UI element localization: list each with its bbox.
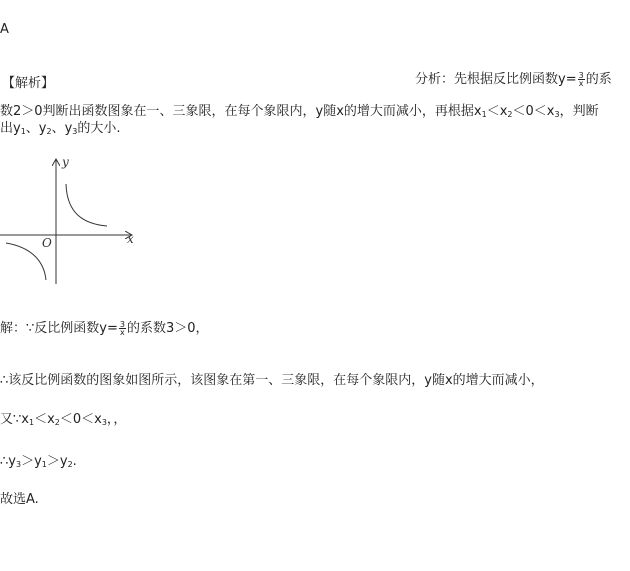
hyperbola-graph <box>0 152 140 287</box>
subscript: 1 <box>20 127 26 136</box>
text-fragment: ，， <box>106 412 127 427</box>
inequality-text: ＜x <box>486 104 508 119</box>
solution-line-2: ∴该反比例函数的图象如图所示，该图象在第一、三象限，在每个象限内，y随x的增大而减小， <box>0 373 544 388</box>
analysis-line-3 <box>0 121 121 140</box>
analysis-header: 【解析】 <box>2 76 55 91</box>
hyperbola-branch-third-quadrant <box>6 243 46 280</box>
subscript: 1 <box>28 418 35 427</box>
origin-label: O <box>42 236 52 250</box>
fraction-denominator: x <box>578 79 584 88</box>
subscript: 3 <box>72 127 78 136</box>
subscript: 2 <box>46 127 52 136</box>
analysis-intro-text: 分析：先根据反比例函数y= <box>415 72 577 87</box>
fraction-numerator: 3 <box>119 320 125 329</box>
text-fragment: 解：∵反比例函数y= <box>0 321 118 336</box>
subscript: 3 <box>101 418 107 427</box>
fraction-denominator: x <box>120 328 125 337</box>
subscript: 1 <box>481 110 487 119</box>
answer-text: A <box>0 22 9 37</box>
analysis-intro <box>415 72 612 88</box>
text-fragment: ∴y <box>0 454 16 469</box>
text-fragment: 的系数3＞0， <box>126 321 209 336</box>
y-axis-label: y <box>62 155 69 169</box>
text-fragment: 的大小. <box>77 121 121 136</box>
solution-line-1 <box>0 321 209 337</box>
subscript: 2 <box>54 418 60 427</box>
text-fragment: . <box>72 454 77 469</box>
inequality-text: ＜0＜x <box>512 104 555 119</box>
subscript: 1 <box>41 460 47 469</box>
x-axis-label: x <box>127 232 134 246</box>
subscript: 3 <box>15 460 22 469</box>
hyperbola-branch-first-quadrant <box>66 184 107 226</box>
fraction-numerator: 3 <box>578 71 584 80</box>
fraction-3-over-x <box>119 321 126 336</box>
text-fragment: 、y <box>51 121 73 136</box>
text-fragment: 、y <box>25 121 47 136</box>
text-fragment: 出y <box>0 121 21 136</box>
text-fragment: 又∵x <box>0 412 29 427</box>
analysis-line-2-tail: ，判断 <box>559 104 599 119</box>
text-fragment: ＞y <box>21 454 42 469</box>
subscript: 3 <box>554 110 560 119</box>
subscript: 2 <box>67 460 73 469</box>
analysis-intro-tail: 的系 <box>585 72 612 87</box>
solution-line-4 <box>0 454 77 473</box>
solution-conclusion: 故选A. <box>0 492 39 507</box>
analysis-line-2-text: 数2＞0判断出函数图象在一、三象限，在每个象限内，y随x的增大而减小，再根据x <box>0 104 482 119</box>
text-fragment: ＜0＜x <box>59 412 102 427</box>
subscript: 2 <box>507 110 513 119</box>
text-fragment: ＜x <box>34 412 55 427</box>
fraction-3-over-x <box>578 72 585 87</box>
solution-line-3 <box>0 412 126 431</box>
text-fragment: ＞y <box>46 454 68 469</box>
